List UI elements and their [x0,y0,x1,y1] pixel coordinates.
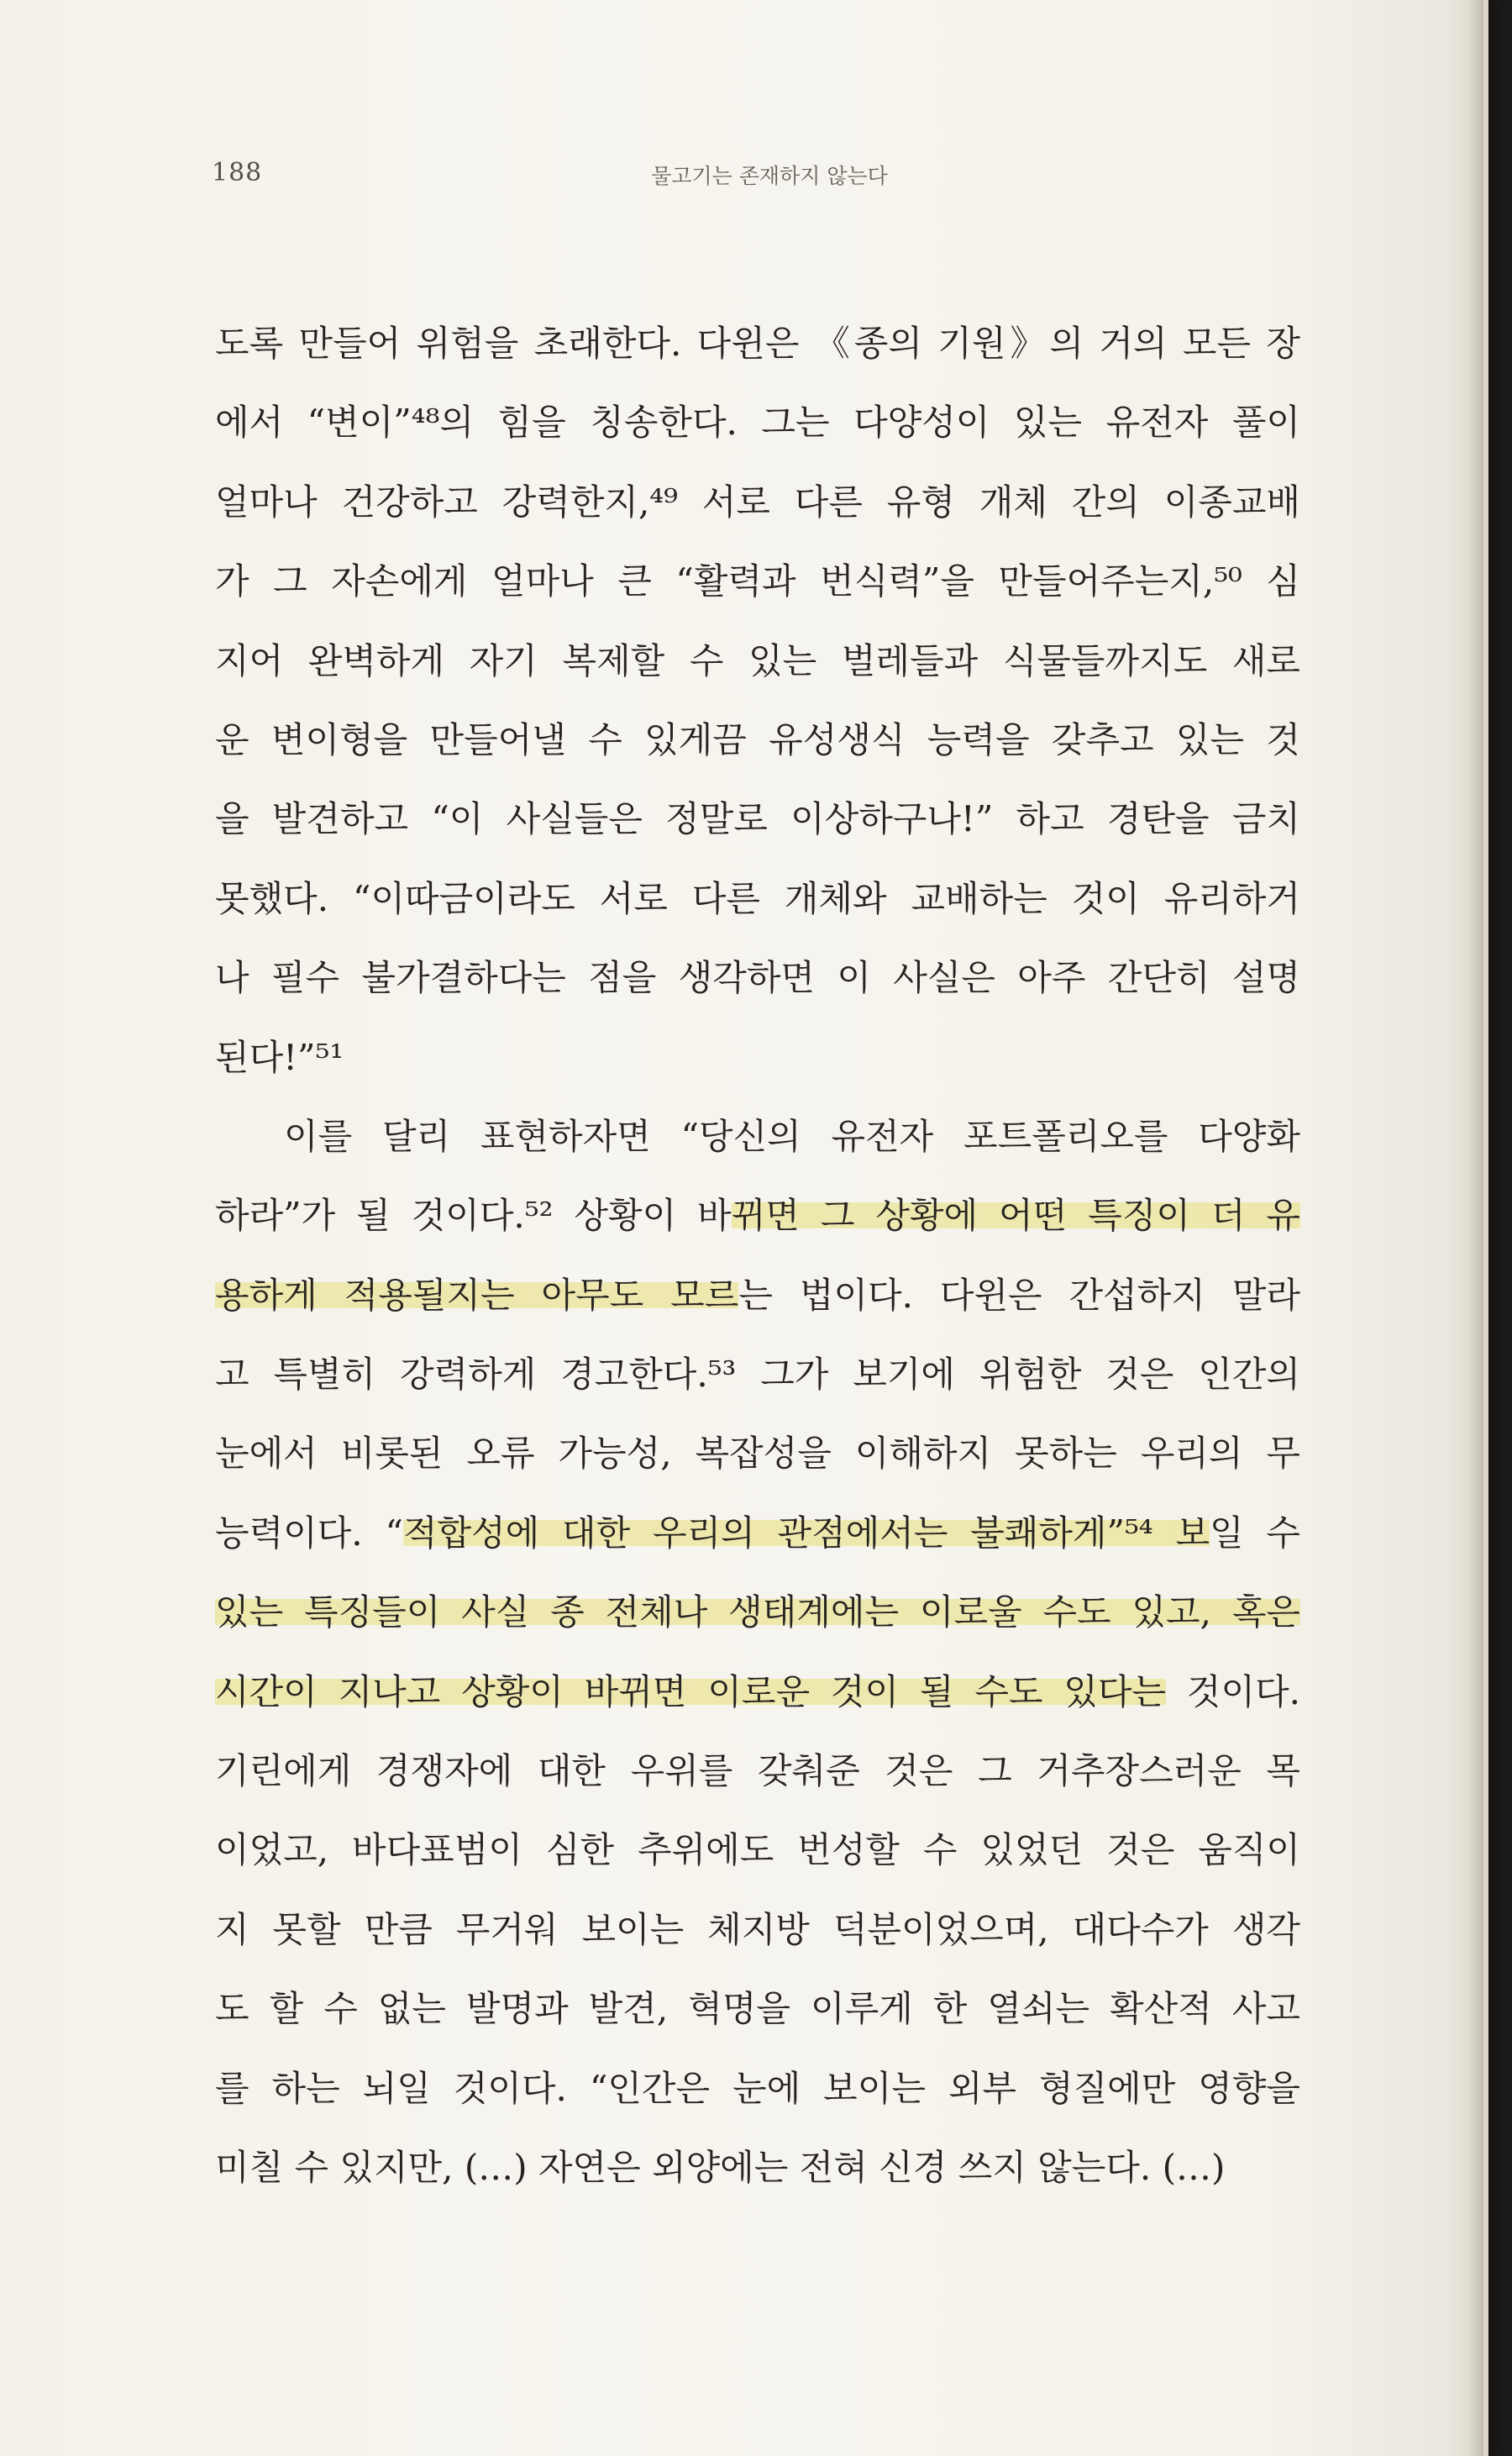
text-line: 된다!”⁵¹ [215,1036,344,1078]
text-line: 얼마나 건강하고 강력한지,⁴⁹ 서로 다른 유형 개체 간의 이종교배 [215,481,1300,523]
text-line: 나 필수 불가결하다는 점을 생각하면 이 사실은 아주 간단히 설명 [215,957,1300,999]
text-line-highlighted: 용하게 적용될지는 아무도 모르는 법이다. 다윈은 간섭하지 말라 [215,1274,1300,1316]
text-line: 도록 만들어 위험을 초래한다. 다윈은 《종의 기원》의 거의 모든 장 [215,323,1300,364]
text-line-highlighted: 능력이다. “적합성에 대한 우리의 관점에서는 불쾌하게”⁵⁴ 보일 수 [215,1512,1300,1554]
text-line: 을 발견하고 “이 사실들은 정말로 이상하구나!” 하고 경탄을 금치 [215,798,1300,840]
text-line: 에서 “변이”⁴⁸의 힘을 칭송한다. 그는 다양성이 있는 유전자 풀이 [215,402,1300,444]
highlight-mark: 적합성에 대한 우리의 관점에서는 불쾌하게”⁵⁴ 보 [402,1512,1210,1554]
text-line: 눈에서 비롯된 오류 가능성, 복잡성을 이해하지 못하는 우리의 무 [215,1433,1300,1475]
text-line: 가 그 자손에게 얼마나 큰 “활력과 번식력”을 만들어주는지,⁵⁰ 심 [215,560,1300,602]
text-line-highlighted: 시간이 지나고 상황이 바뀌면 이로운 것이 될 수도 있다는 것이다. [215,1670,1300,1712]
highlight-mark: 있는 특징들이 사실 종 전체나 생태계에는 이로울 수도 있고, 혹은 [215,1591,1300,1633]
highlight-mark: 시간이 지나고 상황이 바뀌면 이로운 것이 될 수도 있다는 [215,1670,1167,1712]
text-line: 지어 완벽하게 자기 복제할 수 있는 벌레들과 식물들까지도 새로 [215,639,1300,681]
text-line: 못했다. “이따금이라도 서로 다른 개체와 교배하는 것이 유리하거 [215,877,1300,919]
text-line: 지 못할 만큼 무거워 보이는 체지방 덕분이었으며, 대다수가 생각 [215,1908,1300,1950]
text-line: 고 특별히 강력하게 경고한다.⁵³ 그가 보기에 위험한 것은 인간의 [215,1354,1300,1396]
text-line-highlighted [215,1573,1300,1652]
running-title: 물고기는 존재하지 않는다 [651,164,888,188]
page-edge-shadow [1468,0,1483,2456]
highlight-mark: 용하게 적용될지는 아무도 모르 [215,1274,739,1316]
running-head [0,158,1488,200]
body-text [215,304,1300,2207]
text-line: 기린에게 경쟁자에 대한 우위를 갖춰준 것은 그 거추장스러운 목 [215,1750,1300,1792]
highlight-mark: 뀌면 그 상황에 어떤 특징이 더 유 [731,1195,1300,1237]
text-line: 운 변이형을 만들어낼 수 있게끔 유성생식 능력을 갖추고 있는 것 [215,718,1300,760]
text-line-highlighted: 하라”가 될 것이다.⁵² 상황이 바뀌면 그 상황에 어떤 특징이 더 유 [215,1195,1300,1237]
text-line: 이를 달리 표현하자면 “당신의 유전자 포트폴리오를 다양화 [284,1115,1300,1157]
text-line: 이었고, 바다표범이 심한 추위에도 번성할 수 있었던 것은 움직이 [215,1829,1300,1871]
text-line: 를 하는 뇌일 것이다. “인간은 눈에 보이는 외부 형질에만 영향을 [215,2067,1300,2109]
text-line: 도 할 수 없는 발명과 발견, 혁명을 이루게 한 열쇠는 확산적 사고 [215,1988,1300,2030]
page-number: 188 [212,158,263,187]
text-line: 미칠 수 있지만, (…) 자연은 외양에는 전혀 신경 쓰지 않는다. (…) [215,2146,1226,2188]
